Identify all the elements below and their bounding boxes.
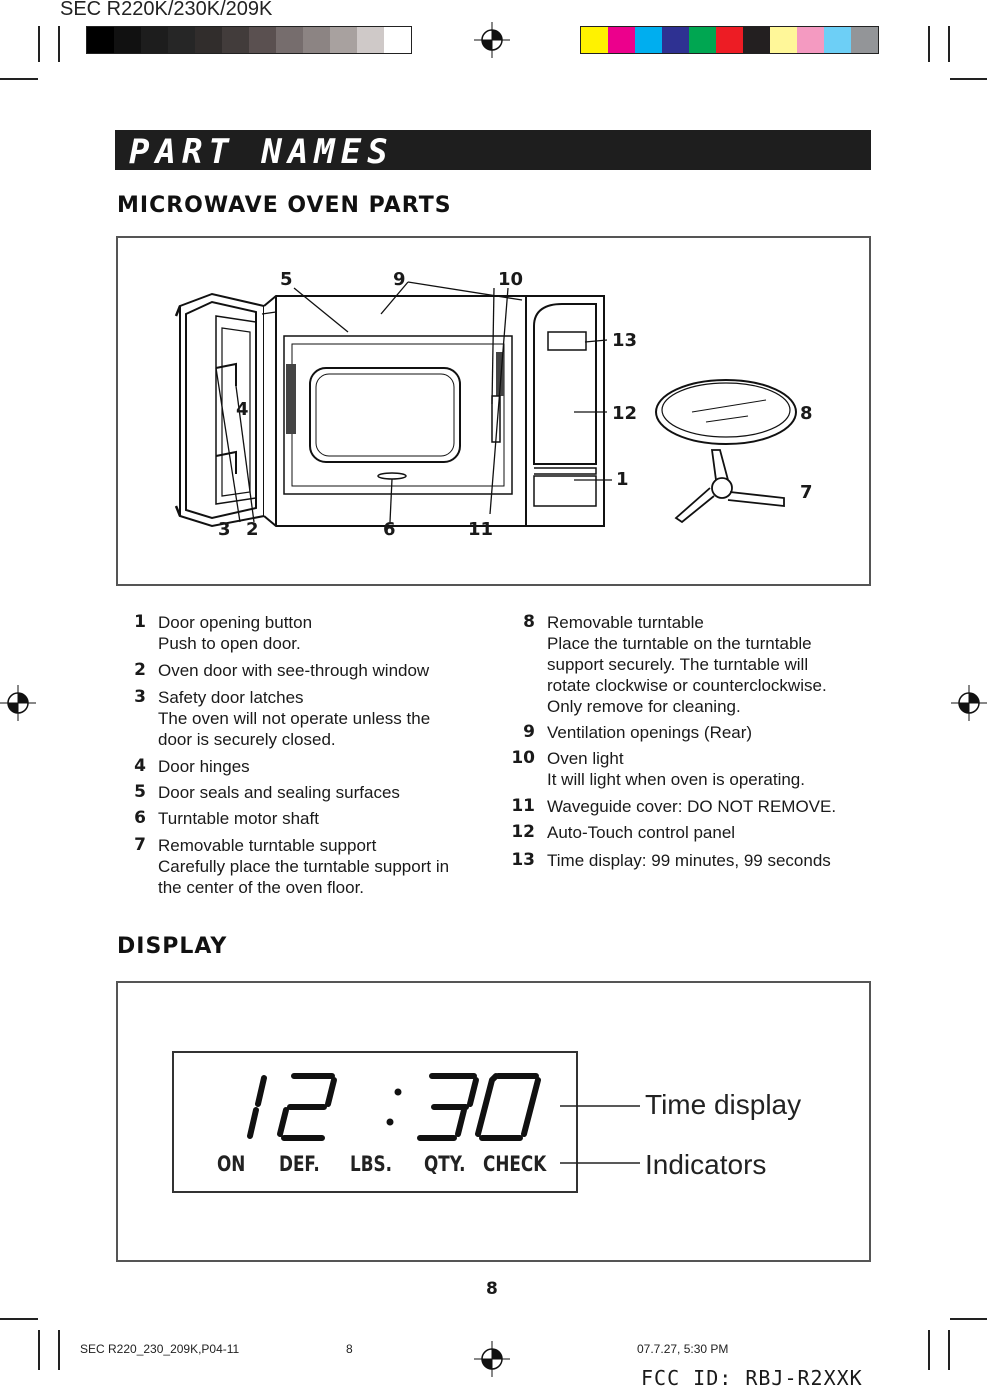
part-description: The oven will not operate unless the xyxy=(158,709,431,728)
part-name: Time display: 99 minutes, 99 seconds xyxy=(547,851,831,870)
part-name: Door seals and sealing surfaces xyxy=(158,783,400,802)
gray-swatch xyxy=(303,27,330,53)
list-item xyxy=(114,660,429,681)
section-title: PART NAMES xyxy=(129,132,394,172)
diagram-callout: 3 xyxy=(218,519,231,540)
part-name: Door hinges xyxy=(158,757,250,776)
part-name: Auto-Touch control panel xyxy=(547,823,736,842)
part-name: Removable turntable support xyxy=(158,836,377,855)
list-item xyxy=(503,722,752,743)
color-swatch xyxy=(770,27,797,53)
list-item xyxy=(114,808,319,829)
part-number: 7 xyxy=(134,835,146,855)
color-swatch-bar xyxy=(580,26,879,54)
part-number: 6 xyxy=(134,808,146,828)
color-swatch xyxy=(797,27,824,53)
diagram-callout: 2 xyxy=(246,519,259,540)
footer-page: 8 xyxy=(346,1342,353,1356)
indicator-on: ON xyxy=(217,1152,246,1176)
list-item xyxy=(114,687,430,750)
registration-mark-icon xyxy=(474,22,510,58)
part-description: support securely. The turntable will xyxy=(547,655,809,674)
fcc-id: FCC ID: RBJ-R2XXK xyxy=(641,1366,863,1390)
color-swatch xyxy=(608,27,635,53)
page-number: 8 xyxy=(486,1279,498,1299)
part-name: Removable turntable xyxy=(547,613,704,632)
diagram-callout: 8 xyxy=(800,403,813,424)
footer-file: SEC R220_230_209K,P04-11 xyxy=(80,1342,240,1356)
part-number: 10 xyxy=(511,748,535,768)
part-name: Door opening button xyxy=(158,613,313,632)
diagram-callout: 7 xyxy=(800,482,813,503)
gray-swatch xyxy=(249,27,276,53)
indicator-qty: QTY. xyxy=(424,1152,466,1176)
diagram-callout: 11 xyxy=(468,519,494,540)
part-number: 2 xyxy=(134,660,146,680)
part-number: 12 xyxy=(511,822,535,842)
part-description: rotate clockwise or counterclockwise. xyxy=(547,676,827,695)
gray-swatch xyxy=(141,27,168,53)
gray-swatch xyxy=(357,27,384,53)
time-display-label: Time display xyxy=(645,1089,802,1120)
part-description: It will light when oven is operating. xyxy=(547,770,805,789)
part-name: Turntable motor shaft xyxy=(158,809,319,828)
part-name: Safety door latches xyxy=(158,688,304,707)
footer-timestamp: 07.7.27, 5:30 PM xyxy=(637,1342,729,1356)
diagram-callout: 13 xyxy=(612,330,638,351)
list-item xyxy=(114,835,449,898)
color-swatch xyxy=(635,27,662,53)
list-item xyxy=(503,822,735,843)
diagram-callout: 12 xyxy=(612,403,638,424)
indicator-check: CHECK xyxy=(483,1152,547,1176)
list-item xyxy=(114,782,400,803)
display-leader-lines xyxy=(558,1100,642,1170)
diagram-callout: 5 xyxy=(280,269,293,290)
part-name: Ventilation openings (Rear) xyxy=(547,723,753,742)
registration-mark-icon xyxy=(951,685,987,721)
time-digits-display xyxy=(228,1070,558,1142)
color-swatch xyxy=(716,27,743,53)
grayscale-swatch-bar xyxy=(86,26,412,54)
gray-swatch xyxy=(222,27,249,53)
part-description: the center of the oven floor. xyxy=(158,878,365,897)
diagram-callout: 9 xyxy=(393,269,406,290)
color-swatch xyxy=(581,27,608,53)
part-description: Push to open door. xyxy=(158,634,301,653)
color-swatch xyxy=(689,27,716,53)
gray-swatch xyxy=(384,27,411,53)
part-number: 13 xyxy=(511,850,535,870)
indicators-label: Indicators xyxy=(645,1149,767,1180)
registration-mark-icon xyxy=(0,685,36,721)
gray-swatch xyxy=(330,27,357,53)
list-item xyxy=(503,850,831,871)
part-name: Oven door with see-through window xyxy=(158,661,430,680)
oven-parts-heading: MICROWAVE OVEN PARTS xyxy=(117,193,452,218)
part-number: 3 xyxy=(134,687,146,707)
part-number: 8 xyxy=(523,612,535,632)
display-heading: DISPLAY xyxy=(117,934,228,959)
part-description: Only remove for cleaning. xyxy=(547,697,741,716)
section-title-bar xyxy=(115,130,871,170)
colon-dot xyxy=(395,1089,402,1096)
diagram-callout: 6 xyxy=(383,519,396,540)
list-item xyxy=(503,796,836,817)
part-number: 9 xyxy=(523,722,535,742)
color-swatch xyxy=(824,27,851,53)
diagram-callout: 4 xyxy=(236,399,249,420)
color-swatch xyxy=(851,27,878,53)
part-description: Carefully place the turntable support in xyxy=(158,857,450,876)
part-number: 1 xyxy=(134,612,146,632)
indicator-def: DEF. xyxy=(279,1152,320,1176)
part-description: Place the turntable on the turntable xyxy=(547,634,812,653)
model-code: SEC R220K/230K/209K xyxy=(60,0,273,20)
gray-swatch xyxy=(276,27,303,53)
diagram-callout: 10 xyxy=(498,269,524,290)
list-item xyxy=(114,612,312,654)
indicator-lbs: LBS. xyxy=(350,1152,392,1176)
gray-swatch xyxy=(87,27,114,53)
part-description: door is securely closed. xyxy=(158,730,336,749)
part-name: Oven light xyxy=(547,749,624,768)
registration-mark-icon xyxy=(474,1341,510,1377)
color-swatch xyxy=(743,27,770,53)
gray-swatch xyxy=(114,27,141,53)
colon-dot xyxy=(387,1119,394,1126)
part-number: 5 xyxy=(134,782,146,802)
part-number: 11 xyxy=(511,796,535,816)
list-item xyxy=(503,612,827,717)
list-item xyxy=(503,748,805,790)
list-item xyxy=(114,756,250,777)
gray-swatch xyxy=(195,27,222,53)
part-number: 4 xyxy=(134,756,146,776)
diagram-callout: 1 xyxy=(616,469,629,490)
gray-swatch xyxy=(168,27,195,53)
color-swatch xyxy=(662,27,689,53)
part-name: Waveguide cover: DO NOT REMOVE. xyxy=(547,797,837,816)
